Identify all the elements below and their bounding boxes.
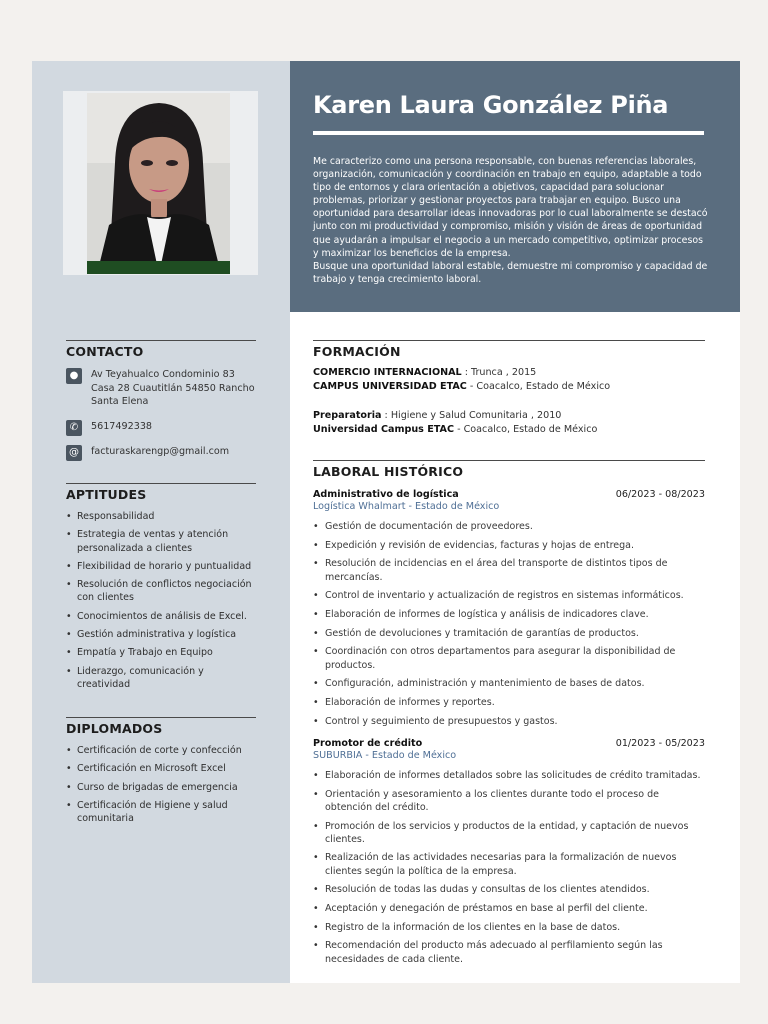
job-company-line: [313, 750, 705, 761]
profile-summary: [313, 155, 709, 286]
job-company: SUBURBIA: [313, 749, 363, 761]
diplomas-section: [66, 717, 256, 830]
education-entry: [313, 366, 705, 393]
skill-item: • Resolución de conflictos negociación con clientes: [66, 578, 256, 605]
skill-item: • Flexibilidad de horario y puntualidad: [66, 560, 256, 573]
email-icon: @: [66, 445, 82, 461]
job-title: Promotor de crédito: [313, 737, 423, 749]
education-degree: COMERCIO INTERNACIONAL: [313, 367, 462, 378]
education-detail: : Higiene y Salud Comunitaria , 2010: [381, 410, 562, 421]
name-underline: [313, 131, 704, 135]
education-degree-line: [313, 409, 705, 423]
education-degree: Preparatoria: [313, 410, 382, 421]
education-location: - Coacalco, Estado de México: [454, 423, 598, 435]
diploma-item: • Curso de brigadas de emergencia: [66, 781, 256, 794]
summary-paragraph: Busque una oportunidad laboral estable, demuestre mi compromiso y capacidad de trabajo y tenga crecimiento laboral.: [313, 260, 708, 285]
skill-item: • Responsabilidad: [66, 510, 256, 523]
job-title: Administrativo de logística: [313, 489, 459, 500]
task-item: • Expedición y revisión de evidencias, facturas y hojas de entrega.: [313, 539, 705, 552]
task-item: • Gestión de devoluciones y tramitación de garantías de productos.: [313, 627, 705, 640]
task-item: • Recomendación del producto más adecuado al perfilamiento según las necesidades de cada cliente.: [313, 939, 705, 965]
education-school-line: [313, 423, 705, 437]
phone-text[interactable]: 5617492338: [91, 420, 153, 432]
job-tasks: [313, 769, 705, 966]
job-header: [313, 489, 705, 500]
job-tasks: [313, 520, 705, 728]
skill-item: • Conocimientos de análisis de Excel.: [66, 610, 256, 623]
skills-section: [66, 483, 256, 696]
section-title: DIPLOMADOS: [66, 717, 256, 736]
email-text[interactable]: facturaskarengp@gmail.com: [91, 445, 230, 457]
task-item: • Coordinación con otros departamentos para asegurar la disponibilidad de productos.: [313, 645, 705, 671]
skill-item: • Gestión administrativa y logística: [66, 628, 256, 641]
contact-address: [66, 368, 256, 409]
task-item: • Promoción de los servicios y productos de la entidad, y captación de nuevos clientes.: [313, 820, 705, 846]
contact-phone: [66, 420, 256, 436]
skill-item: • Empatía y Trabajo en Equipo: [66, 646, 256, 659]
candidate-name: Karen Laura González Piña: [313, 91, 669, 119]
section-title: APTITUDES: [66, 483, 256, 502]
contact-email: [66, 445, 256, 461]
address-text: Av Teyahualco Condominio 83 Casa 28 Cuautitlán 54850 Rancho Santa Elena: [91, 369, 255, 407]
location-pin-icon: ●: [66, 368, 82, 384]
section-title: LABORAL HISTÓRICO: [313, 460, 705, 479]
task-item: • Aceptación y denegación de préstamos en base al perfil del cliente.: [313, 902, 705, 915]
job-location: - Estado de México: [362, 749, 457, 761]
jobs-list: [313, 489, 705, 966]
task-item: • Elaboración de informes de logística y análisis de indicadores clave.: [313, 608, 705, 621]
job-header: [313, 738, 705, 749]
education-detail: : Trunca , 2015: [461, 367, 537, 378]
profile-photo: [87, 93, 230, 274]
summary-paragraph: Me caracterizo como una persona responsable, con buenas referencias laborales, organización, comunicación y coordinación en trabajo en equipo, adaptable a todo tipo de entornos y clara orientación a objetivos, capacidad para solucionar problemas, priorizar y gestionar proyectos para trabajar en equipo. Busco una oportunidad para desarrollar ideas innovadoras por lo cual laboralmente se destacó junto con mi productividad y compromiso, misión y visión de áreas de oportunidad que ayudarán a impulsar el negocio a un mercado competitivo, optimizar procesos y maximizar los beneficios de la empresa.: [313, 156, 708, 259]
education-school-line: [313, 380, 705, 394]
job-company: Logística Whalmart: [313, 501, 406, 512]
diploma-item: • Certificación de Higiene y salud comunitaria: [66, 799, 256, 826]
job-dates: 06/2023 - 08/2023: [615, 489, 705, 500]
task-item: • Elaboración de informes y reportes.: [313, 696, 705, 709]
task-item: • Resolución de incidencias en el área del transporte de distintos tipos de mercancías.: [313, 557, 705, 583]
education-degree-line: [313, 366, 705, 380]
education-entry: [313, 409, 705, 436]
work-section: [313, 460, 705, 971]
job-location: - Estado de México: [405, 501, 500, 512]
diploma-item: • Certificación en Microsoft Excel: [66, 762, 256, 775]
task-item: • Control de inventario y actualización de registros en sistemas informáticos.: [313, 589, 705, 602]
skill-item: • Liderazgo, comunicación y creatividad: [66, 665, 256, 692]
job-company-line: [313, 501, 705, 512]
task-item: • Registro de la información de los clientes en la base de datos.: [313, 921, 705, 934]
profile-photo-frame: [63, 91, 258, 275]
diploma-item: • Certificación de corte y confección: [66, 744, 256, 757]
job-entry: [313, 738, 705, 966]
phone-icon: ✆: [66, 420, 82, 436]
job-dates: 01/2023 - 05/2023: [615, 737, 705, 749]
task-item: • Gestión de documentación de proveedores.: [313, 520, 705, 533]
education-section: [313, 340, 705, 436]
education-location: - Coacalco, Estado de México: [466, 380, 611, 392]
section-title: CONTACTO: [66, 340, 256, 359]
diplomas-list: [66, 744, 256, 825]
section-title: FORMACIÓN: [313, 340, 705, 359]
task-item: • Realización de las actividades necesarias para la formalización de nuevos clientes según la política de la empresa.: [313, 851, 705, 877]
task-item: • Control y seguimiento de presupuestos y gastos.: [313, 715, 705, 728]
education-school: Universidad Campus ETAC: [313, 423, 455, 435]
contact-section: [66, 340, 256, 461]
resume-page: [32, 61, 740, 983]
skill-item: • Estrategia de ventas y atención personalizada a clientes: [66, 528, 256, 555]
task-item: • Elaboración de informes detallados sobre las solicitudes de crédito tramitadas.: [313, 769, 705, 782]
skills-list: [66, 510, 256, 691]
task-item: • Configuración, administración y mantenimiento de bases de datos.: [313, 677, 705, 690]
job-entry: [313, 489, 705, 728]
education-school: CAMPUS UNIVERSIDAD ETAC: [313, 380, 467, 392]
task-item: • Resolución de todas las dudas y consultas de los clientes atendidos.: [313, 883, 705, 896]
education-list: [313, 366, 705, 436]
task-item: • Orientación y asesoramiento a los clientes durante todo el proceso de obtención del crédito.: [313, 788, 705, 814]
